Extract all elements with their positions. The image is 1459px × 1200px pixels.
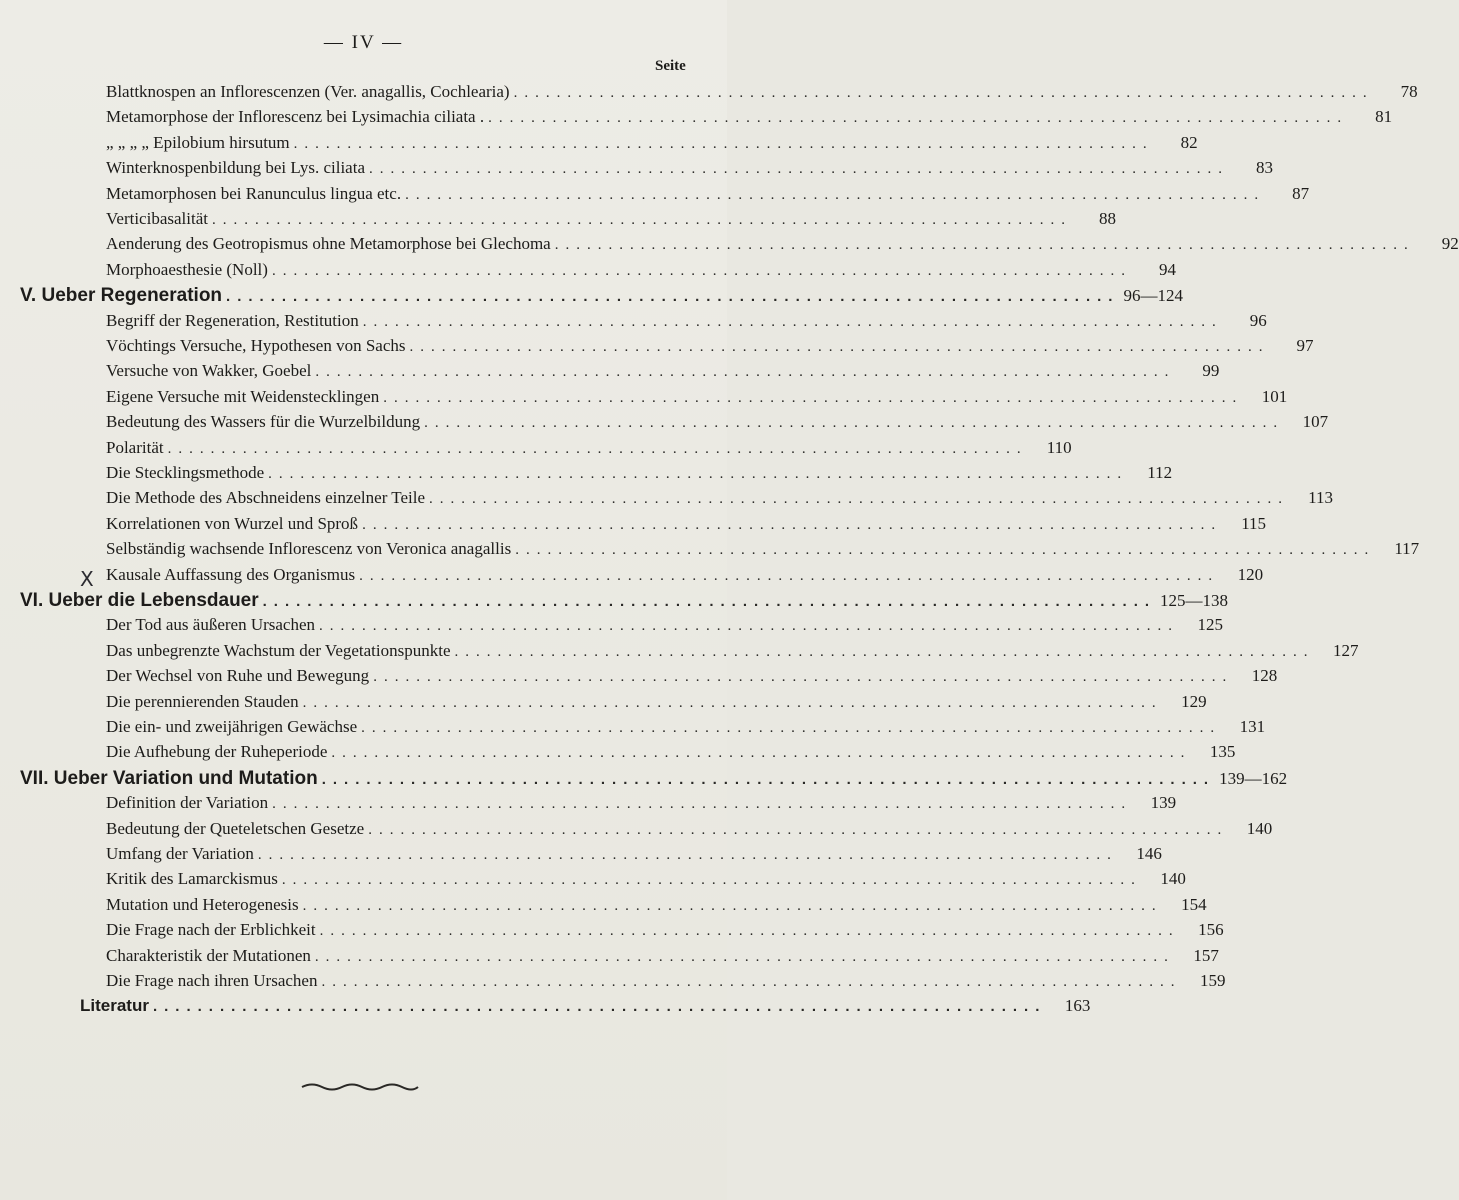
toc-page-number: 83 — [1255, 158, 1273, 178]
toc-page-number: 101 — [1261, 386, 1288, 406]
toc-title: VI. Ueber die Lebensdauer — [20, 590, 259, 611]
toc-title: Verticibasalität — [106, 209, 208, 228]
leader-dots: ................................................................................ — [424, 415, 1285, 432]
leader-dots: ................................................................................ — [488, 110, 1349, 127]
toc-title: Versuche von Wakker, Goebel — [106, 361, 312, 381]
toc-entry-row — [106, 132, 1198, 159]
toc-title: Vöchtings Versuche, Hypothesen von Sachs — [106, 336, 406, 355]
toc-entry-row — [106, 717, 1266, 743]
toc-page-number: 110 — [1046, 437, 1072, 457]
toc-entry-row — [106, 488, 1334, 514]
toc-title: „ „ „ „ Epilobium hirsutum — [106, 132, 290, 152]
leader-dots: ................................................................................ — [319, 923, 1180, 940]
leader-dots: ................................................................................ — [321, 770, 1216, 788]
toc-title: V. Ueber Regeneration — [20, 285, 223, 307]
toc-entry-row — [106, 82, 1418, 108]
toc-title: VII. Ueber Variation und Mutation — [20, 767, 318, 789]
toc-title: Aenderung des Geotropismus ohne Metamorphose bei Glechoma — [106, 234, 551, 254]
leader-dots: ................................................................................ — [383, 389, 1244, 406]
toc-literatur-row — [80, 996, 1091, 1022]
toc-entry-row — [106, 818, 1273, 845]
leader-dots: ................................................................................ — [268, 466, 1129, 482]
toc-entry-row — [106, 513, 1267, 540]
end-ornament — [300, 1078, 420, 1094]
toc-page-number: 97 — [1296, 336, 1314, 355]
toc-title: Die Frage nach ihren Ursachen — [106, 971, 318, 990]
toc-page-number: 96 — [1249, 310, 1267, 330]
toc-title: Die Aufhebung der Ruheperiode — [106, 742, 328, 762]
toc-section-row — [20, 590, 1229, 616]
leader-dots: ................................................................................ — [152, 998, 1047, 1016]
leader-dots: ................................................................................ — [361, 720, 1222, 736]
leader-dots: ................................................................................ — [271, 262, 1132, 279]
toc-title: Mutation und Heterogenesis — [106, 894, 299, 914]
toc-entry-row — [106, 361, 1220, 387]
toc-page-number: 146 — [1136, 844, 1162, 863]
toc-title: Blattknospen an Inflorescenzen (Ver. anagallis, Cochlearia) — [106, 82, 510, 101]
leader-dots: ................................................................................ — [359, 567, 1220, 584]
toc-entry-row — [106, 437, 1072, 464]
toc-title: Polarität — [106, 437, 164, 457]
toc-page-number: 113 — [1308, 488, 1334, 508]
toc-page-number: 127 — [1333, 640, 1359, 660]
toc-page-number: 87 — [1292, 183, 1310, 203]
toc-title: Charakteristik der Mutationen — [106, 945, 311, 965]
toc-page-number: 88 — [1098, 209, 1116, 228]
toc-title: Der Wechsel von Ruhe und Bewegung — [106, 666, 370, 686]
toc-title: Metamorphose der Inflorescenz bei Lysimachia ciliata . — [106, 107, 485, 127]
leader-dots: ................................................................................ — [331, 745, 1192, 762]
toc-title: Definition der Variation — [106, 793, 269, 813]
toc-page-number: 96—124 — [1123, 286, 1183, 306]
toc-entry-row — [106, 564, 1264, 591]
toc-title: Metamorphosen bei Ranunculus lingua etc. — [106, 183, 402, 203]
toc-page-number: 156 — [1198, 920, 1224, 940]
toc-title: Selbständig wachsende Inflorescenz von Veronica anagallis — [106, 539, 512, 559]
leader-dots: ................................................................................ — [513, 85, 1374, 101]
toc-title: Der Tod aus äußeren Ursachen — [106, 615, 316, 635]
toc-entry-row — [106, 615, 1224, 641]
leader-dots: ................................................................................ — [211, 212, 1072, 228]
leader-dots: ................................................................................ — [319, 618, 1180, 635]
page-folio: — IV — — [323, 32, 404, 53]
leader-dots: ................................................................................ — [257, 847, 1118, 863]
leader-dots: ................................................................................ — [362, 313, 1223, 330]
toc-entry-row — [106, 310, 1267, 337]
leader-dots: ................................................................................ — [515, 542, 1376, 559]
leader-dots: ................................................................................ — [293, 135, 1154, 152]
toc-section-row — [20, 285, 1183, 311]
leader-dots: ................................................................................ — [373, 669, 1234, 686]
leader-dots: ................................................................................ — [368, 821, 1229, 838]
toc-page-number: 128 — [1251, 666, 1278, 686]
toc-entry-row — [106, 844, 1162, 870]
handwritten-margin-mark: X — [80, 567, 94, 591]
leader-dots: ................................................................................ — [226, 288, 1120, 306]
leader-dots: ................................................................................ — [167, 440, 1028, 457]
toc-title: Korrelationen von Wurzel und Sproß — [106, 513, 359, 533]
toc-entry-row — [106, 412, 1329, 438]
leader-dots: ................................................................................ — [409, 339, 1270, 355]
toc-page-number: 140 — [1246, 818, 1273, 838]
leader-dots: ................................................................................ — [315, 364, 1176, 381]
toc-entry-row — [106, 209, 1116, 235]
toc-entry-row — [106, 793, 1177, 819]
toc-entry-row — [106, 234, 1459, 260]
toc-entry-row — [106, 640, 1359, 667]
toc-title: Umfang der Variation — [106, 844, 254, 863]
toc-title: Die Stecklingsmethode — [106, 463, 265, 482]
toc-entry-row — [106, 894, 1207, 921]
toc-page-number: 159 — [1199, 971, 1226, 990]
toc-entry-row — [106, 869, 1186, 895]
toc-title: Bedeutung des Wassers für die Wurzelbildung — [106, 412, 421, 432]
toc-page-number: 125 — [1197, 615, 1224, 635]
toc-page-number: 163 — [1064, 996, 1091, 1016]
toc-entry-row — [106, 386, 1288, 413]
toc-page-number: 139 — [1150, 793, 1177, 813]
leader-dots: ................................................................................ — [554, 237, 1415, 254]
toc-page-number: 78 — [1400, 82, 1418, 101]
leader-dots: ................................................................................ — [362, 516, 1223, 533]
toc-title: Winterknospenbildung bei Lys. ciliata — [106, 158, 365, 178]
leader-dots: ................................................................................ — [405, 186, 1266, 203]
toc-section-row — [20, 767, 1288, 794]
toc-page-number: 135 — [1209, 742, 1236, 762]
toc-title: Morphoaesthesie (Noll) — [106, 259, 268, 279]
toc-title: Die Frage nach der Erblichkeit — [106, 920, 316, 940]
toc-entry-row — [106, 539, 1420, 565]
toc-page-number: 131 — [1239, 717, 1266, 736]
leader-dots: ................................................................................ — [302, 694, 1163, 711]
toc-page-number: 120 — [1237, 564, 1264, 584]
leader-dots: ................................................................................ — [262, 593, 1157, 610]
seite-header: Seite — [655, 58, 686, 74]
leader-dots: ................................................................................ — [368, 161, 1229, 178]
toc-title: Kausale Auffassung des Organismus — [106, 564, 356, 584]
leader-dots: ................................................................................ — [454, 643, 1315, 660]
toc-entry-row — [106, 107, 1393, 133]
leader-dots: ................................................................................ — [281, 872, 1142, 889]
leader-dots: ................................................................................ — [314, 948, 1175, 965]
toc-entry-row — [106, 666, 1278, 692]
toc-title: Die Methode des Abschneidens einzelner Teile — [106, 488, 426, 508]
toc-title: Kritik des Lamarckismus — [106, 869, 278, 889]
toc-page-number: 125—138 — [1160, 591, 1229, 610]
toc-entry-row — [106, 183, 1310, 210]
toc-title: Bedeutung der Queteletschen Gesetze — [106, 818, 365, 838]
leader-dots: ................................................................................ — [302, 897, 1163, 914]
toc-entry-row — [106, 920, 1224, 946]
toc-title: Das unbegrenzte Wachstum der Vegetationspunkte — [106, 640, 451, 660]
toc-entry-row — [106, 945, 1219, 972]
toc-page-number: 107 — [1302, 412, 1329, 432]
toc-page-number: 115 — [1241, 513, 1267, 533]
toc-page-number: 140 — [1160, 869, 1186, 889]
toc-entry-row — [106, 971, 1226, 997]
toc-entry-row — [106, 742, 1236, 768]
toc-entry-row — [106, 691, 1207, 718]
toc-title: Die ein- und zweijährigen Gewächse — [106, 717, 358, 736]
toc-entry-row — [106, 259, 1176, 286]
toc-page-number: 157 — [1193, 945, 1219, 965]
toc-entry-row — [106, 158, 1273, 184]
toc-page-number: 92 — [1441, 234, 1459, 254]
toc-page-number: 129 — [1181, 691, 1207, 711]
leader-dots: ................................................................................ — [321, 974, 1182, 990]
toc-page-number: 139—162 — [1219, 768, 1288, 788]
toc-page-number: 117 — [1394, 539, 1420, 559]
toc-page-number: 81 — [1375, 107, 1393, 127]
toc-page-number: 154 — [1181, 894, 1207, 914]
toc-page-number: 99 — [1202, 361, 1220, 381]
toc-page-number: 94 — [1158, 259, 1176, 279]
toc-entry-row — [106, 463, 1173, 489]
toc-title: Eigene Versuche mit Weidenstecklingen — [106, 386, 380, 406]
toc-entry-row — [106, 336, 1314, 362]
leader-dots: ................................................................................ — [429, 491, 1290, 508]
toc-title: Die perennierenden Stauden — [106, 691, 299, 711]
toc-page-number: 112 — [1147, 463, 1173, 482]
leader-dots: ................................................................................ — [272, 796, 1133, 813]
toc-page-number: 82 — [1180, 132, 1198, 152]
toc-title: Begriff der Regeneration, Restitution — [106, 310, 359, 330]
toc-title: Literatur — [80, 996, 149, 1016]
